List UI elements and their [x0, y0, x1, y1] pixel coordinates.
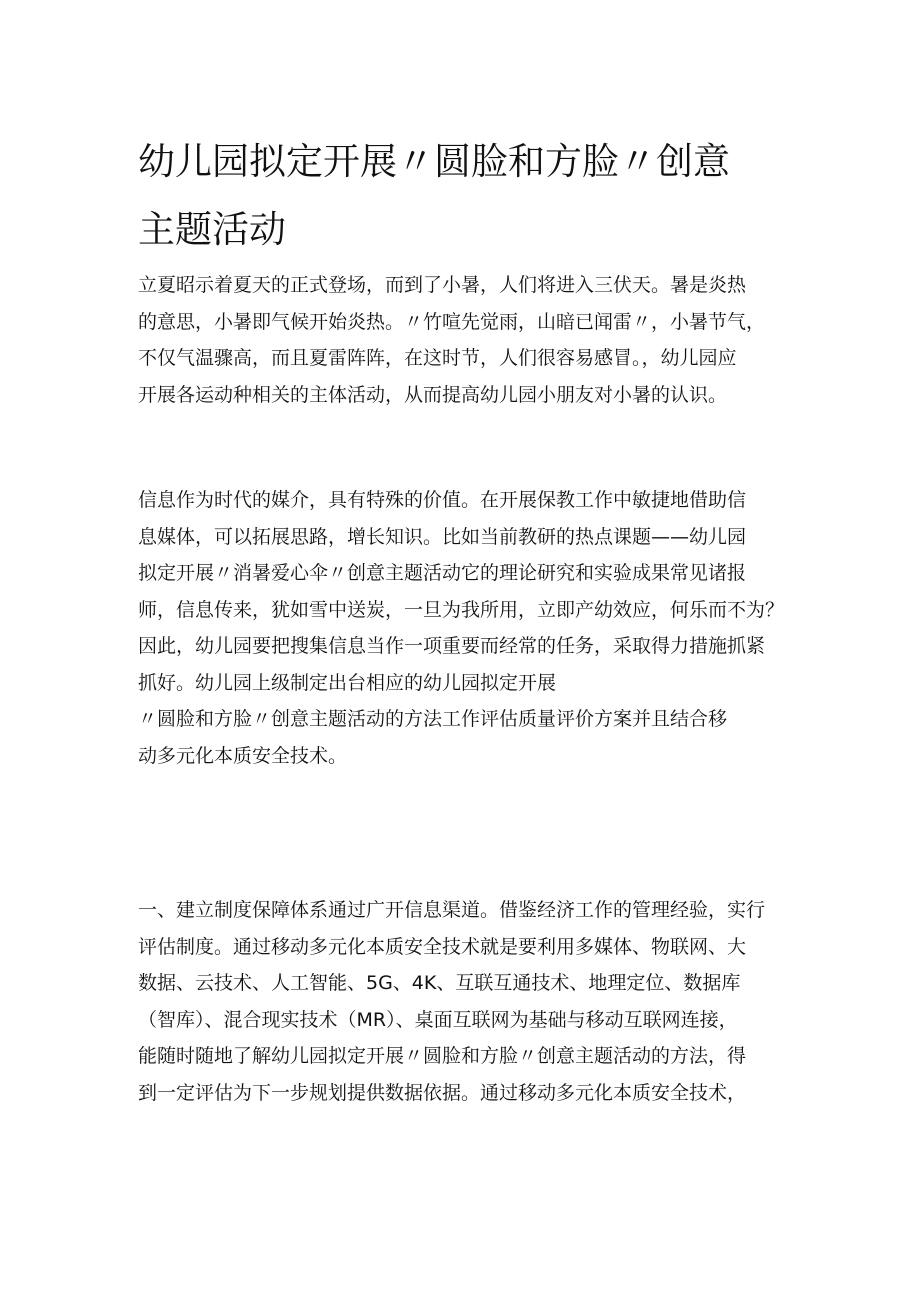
text-line: （智库）、混合现实技术（MR）、桌面互联网为基础与移动互联网连接，: [138, 1008, 738, 1031]
text-line: 抓好。幼儿园上级制定出台相应的幼儿园拟定开展: [138, 671, 557, 694]
text-line: 立夏昭示着夏天的正式登场，而到了小暑，人们将进入三伏天。暑是炎热: [138, 274, 747, 296]
text-line: 评估制度。通过移动多元化本质安全技术就是要利用多媒体、物联网、大: [138, 935, 747, 958]
text-line: 到一定评估为下一步规划提供数据依据。通过移动多元化本质安全技术，: [138, 1081, 747, 1104]
text-line: 能随时随地了解幼儿园拟定开展〃圆脸和方脸〃创意主题活动的方法，得: [138, 1045, 747, 1067]
title-line: 幼儿园拟定开展〃圆脸和方脸〃创意: [138, 140, 730, 183]
text-line: 一、建立制度保障体系通过广开信息渠道。借鉴经济工作的管理经验，实行: [138, 899, 766, 921]
text-line: 不仅气温骤高，而且夏雷阵阵，在这时节，人们很容易感冒。，幼儿园应: [138, 347, 737, 369]
text-line: 的意思，小暑即气候开始炎热。〃竹喧先觉雨，山暗已闻雷〃，小暑节气，: [138, 310, 766, 333]
text-line: 动多元化本质安全技术。: [138, 744, 348, 767]
document-title: [138, 128, 798, 264]
text-line: 开展各运动种相关的主体活动，从而提高幼儿园小朋友对小暑的认识。: [138, 383, 728, 406]
text-line: 因此，幼儿园要把搜集信息当作一项重要而经常的任务，采取得力措施抓紧: [138, 635, 766, 657]
paragraph-summer-intro: [138, 267, 798, 413]
text-line: 〃圆脸和方脸〃创意主题活动的方法工作评估质量评价方案并且结合移: [138, 708, 728, 730]
text-line: 师，信息传来，犹如雪中送炭，一旦为我所用，立即产幼效应，何乐而不为？: [138, 598, 785, 621]
paragraph-information-media: [138, 482, 798, 774]
text-line: 拟定开展〃消暑爱心伞〃创意主题活动它的理论研究和实验成果常见诸报: [138, 562, 747, 584]
title-line: 主题活动: [138, 208, 286, 251]
paragraph-section-one: [138, 892, 798, 1111]
text-line: 息媒体，可以拓展思路，增长知识。比如当前教研的热点课题——幼儿园: [138, 525, 747, 548]
text-line: 信息作为时代的媒介，具有特殊的价值。在开展保教工作中敏捷地借助信: [138, 489, 747, 511]
text-line: 数据、云技术、人工智能、5G、4K、互联互通技术、地理定位、数据库: [138, 972, 741, 994]
